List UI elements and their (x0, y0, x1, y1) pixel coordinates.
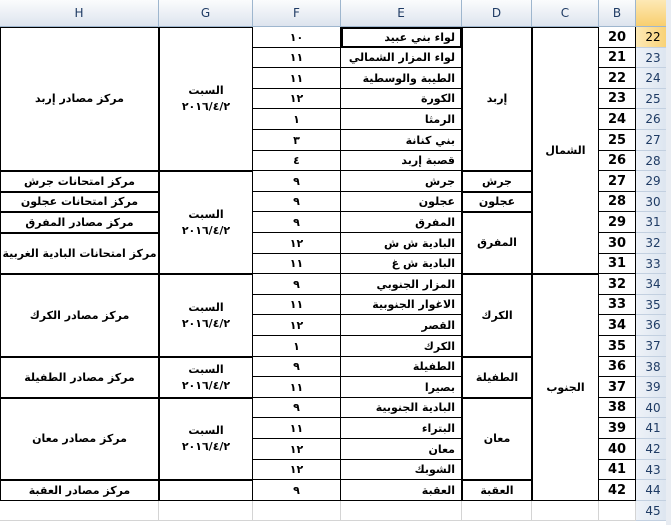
cell-b-number[interactable]: 29 (599, 212, 636, 233)
cell-d[interactable] (462, 501, 532, 521)
cell-c[interactable] (532, 501, 599, 521)
cell-f-hours[interactable]: ٩ (253, 171, 341, 192)
center-name-cell[interactable]: مركز مصادر المفرق (0, 212, 159, 233)
cell-e-district[interactable]: البادية ش غ (341, 254, 462, 274)
cell-b-number[interactable]: 33 (599, 295, 636, 315)
row-header-27[interactable]: 27 (636, 130, 671, 151)
cell-f-hours[interactable]: ١١ (253, 377, 341, 398)
cell-f-hours[interactable]: ٣ (253, 130, 341, 151)
cell-e-district[interactable]: الشوبك (341, 460, 462, 480)
date-label: ٢٠١٦/٤/٢ (181, 440, 231, 453)
cell-e-district[interactable]: المزار الجنوبي (341, 274, 462, 295)
cell-b-number[interactable]: 27 (599, 171, 636, 192)
column-header-c[interactable]: C (532, 0, 599, 27)
day-label: السبت (188, 84, 224, 97)
cell-e-district[interactable]: الكرك (341, 336, 462, 357)
cell-e-district[interactable]: لواء المزار الشمالي (341, 48, 462, 68)
cell-e-district[interactable]: الرمثا (341, 109, 462, 130)
day-label: السبت (188, 424, 224, 437)
cell-e-district[interactable]: المفرق (341, 212, 462, 233)
cell-b-number[interactable]: 20 (599, 27, 636, 48)
governorate-cell[interactable]: المفرق (462, 212, 532, 274)
cell-f-hours[interactable]: ١ (253, 109, 341, 130)
cell-b-number[interactable]: 26 (599, 151, 636, 171)
cell-f-hours[interactable]: ٩ (253, 192, 341, 212)
column-header-d[interactable]: D (462, 0, 532, 27)
cell-e-district[interactable]: البتراء (341, 418, 462, 439)
cell-f-hours[interactable]: ١٠ (253, 27, 341, 48)
cell-f-hours[interactable]: ١١ (253, 295, 341, 315)
date-label: ٢٠١٦/٤/٢ (181, 223, 231, 237)
date-label: ٢٠١٦/٤/٢ (181, 100, 231, 113)
row-header-38[interactable]: 38 (636, 357, 671, 377)
cell-b-number[interactable]: 36 (599, 357, 636, 377)
cell-e-district[interactable]: الطفيلة (341, 357, 462, 377)
exam-date-cell[interactable] (159, 27, 253, 171)
cell-e-district[interactable]: معان (341, 439, 462, 460)
cell-f-hours[interactable]: ١ (253, 336, 341, 357)
cell-e-district[interactable]: العقبة (341, 480, 462, 501)
governorate-cell[interactable]: الطفيلة (462, 357, 532, 398)
cell-b-number[interactable] (599, 501, 636, 521)
center-name-cell[interactable]: مركز امتحانات جرش (0, 171, 159, 192)
cell-f-hours[interactable] (253, 501, 341, 521)
day-label: السبت (188, 300, 224, 314)
cell-b-number[interactable]: 32 (599, 274, 636, 295)
date-label: ٢٠١٦/٤/٢ (181, 378, 231, 392)
exam-date-cell[interactable] (159, 357, 253, 398)
cell-f-hours[interactable]: ٩ (253, 357, 341, 377)
column-header-e[interactable]: E (341, 0, 462, 27)
center-name-cell[interactable]: مركز مصادر معان (0, 398, 159, 480)
governorate-cell[interactable]: عجلون (462, 192, 532, 212)
row-header-35[interactable]: 35 (636, 295, 671, 315)
exam-date-cell[interactable] (159, 398, 253, 480)
cell-f-hours[interactable]: ٩ (253, 480, 341, 501)
cell-f-hours[interactable]: ٩ (253, 398, 341, 418)
cell-e-district[interactable]: بصيرا (341, 377, 462, 398)
cell-b-number[interactable]: 34 (599, 315, 636, 336)
exam-date-cell[interactable] (159, 480, 253, 501)
cell-b-number[interactable]: 25 (599, 130, 636, 151)
cell-f-hours[interactable]: ١٢ (253, 439, 341, 460)
governorate-cell[interactable]: الكرك (462, 274, 532, 357)
cell-f-hours[interactable]: ٩ (253, 212, 341, 233)
row-header-31[interactable]: 31 (636, 212, 671, 233)
row-header-43[interactable]: 43 (636, 460, 671, 480)
cell-e-district[interactable]: بني كنانة (341, 130, 462, 151)
row-header-40[interactable]: 40 (636, 398, 671, 418)
cell-f-hours[interactable]: ١٢ (253, 89, 341, 109)
governorate-cell[interactable]: معان (462, 398, 532, 480)
cell-b-number[interactable]: 41 (599, 460, 636, 480)
cell-e-district[interactable]: الكورة (341, 89, 462, 109)
row-header-33[interactable]: 33 (636, 254, 671, 274)
cell-e-district[interactable]: قصبة إربد (341, 151, 462, 171)
column-header-h[interactable]: H (0, 0, 159, 27)
cell-e-district[interactable]: عجلون (341, 192, 462, 212)
vertical-scrollbar[interactable] (666, 0, 671, 525)
row-header-30[interactable]: 30 (636, 192, 671, 212)
center-name-cell[interactable]: مركز مصادر الكرك (0, 274, 159, 357)
cell-b-number[interactable]: 39 (599, 418, 636, 439)
center-name-cell[interactable]: مركز مصادر العقبة (0, 480, 159, 501)
cell-e-district[interactable]: الاغوار الجنوبية (341, 295, 462, 315)
cell-e-district[interactable]: البادية الجنوبية (341, 398, 462, 418)
center-name-cell[interactable]: مركز امتحانات البادية الغربية (0, 233, 159, 274)
row-header-23[interactable]: 23 (636, 48, 671, 68)
exam-date-cell[interactable] (159, 171, 253, 274)
cell-b-number[interactable]: 42 (599, 480, 636, 501)
governorate-cell[interactable]: جرش (462, 171, 532, 192)
governorate-cell[interactable]: العقبة (462, 480, 532, 501)
column-header-f[interactable]: F (253, 0, 341, 27)
cell-b-number[interactable]: 30 (599, 233, 636, 254)
cell-b-number[interactable]: 38 (599, 398, 636, 418)
exam-date-cell[interactable] (159, 274, 253, 357)
cell-e-district[interactable]: القصر (341, 315, 462, 336)
row-header-44[interactable]: 44 (636, 480, 671, 501)
cell-f-hours[interactable]: ١١ (253, 68, 341, 89)
row-header-22[interactable]: 22 (636, 27, 671, 48)
date-label: ٢٠١٦/٤/٢ (181, 316, 231, 330)
cell-f-hours[interactable]: ١١ (253, 254, 341, 274)
cell-e-district[interactable] (341, 501, 462, 521)
row-header-28[interactable]: 28 (636, 151, 671, 171)
cell-b-number[interactable]: 40 (599, 439, 636, 460)
cell-e-district[interactable]: لواء بني عبيد (341, 27, 462, 48)
row-header-36[interactable]: 36 (636, 315, 671, 336)
row-header-45[interactable]: 45 (636, 501, 671, 521)
day-label: السبت (188, 362, 224, 376)
center-name-cell[interactable]: مركز مصادر إربد (0, 27, 159, 171)
cell-f-hours[interactable]: ١١ (253, 48, 341, 68)
row-header-32[interactable]: 32 (636, 233, 671, 254)
row-header-25[interactable]: 25 (636, 89, 671, 109)
cell-g[interactable] (159, 501, 253, 521)
cell-f-hours[interactable]: ١١ (253, 418, 341, 439)
governorate-cell[interactable]: إربد (462, 27, 532, 171)
cell-b-number[interactable]: 21 (599, 48, 636, 68)
cell-b-number[interactable]: 28 (599, 192, 636, 212)
region-cell[interactable]: الشمال (532, 27, 599, 274)
cell-h[interactable] (0, 501, 159, 521)
cell-b-number[interactable]: 22 (599, 68, 636, 89)
row-header-37[interactable]: 37 (636, 336, 671, 357)
row-header-41[interactable]: 41 (636, 418, 671, 439)
row-header-42[interactable]: 42 (636, 439, 671, 460)
cell-e-district[interactable]: البادية ش ش (341, 233, 462, 254)
cell-f-hours[interactable]: ٩ (253, 274, 341, 295)
cell-b-number[interactable]: 24 (599, 109, 636, 130)
cell-f-hours[interactable]: ٤ (253, 151, 341, 171)
row-header-29[interactable]: 29 (636, 171, 671, 192)
row-header-34[interactable]: 34 (636, 274, 671, 295)
center-name-cell[interactable]: مركز مصادر الطفيلة (0, 357, 159, 398)
column-header-g[interactable]: G (159, 0, 253, 27)
row-header-26[interactable]: 26 (636, 109, 671, 130)
cell-f-hours[interactable]: ١٢ (253, 233, 341, 254)
cell-b-number[interactable]: 37 (599, 377, 636, 398)
row-header-24[interactable]: 24 (636, 68, 671, 89)
day-label: السبت (188, 207, 224, 221)
region-cell[interactable]: الجنوب (532, 274, 599, 501)
cell-e-district[interactable]: جرش (341, 171, 462, 192)
cell-b-number[interactable]: 31 (599, 254, 636, 274)
cell-e-district[interactable]: الطيبة والوسطية (341, 68, 462, 89)
column-header-b[interactable]: B (599, 0, 636, 27)
center-name-cell[interactable]: مركز امتحانات عجلون (0, 192, 159, 212)
cell-b-number[interactable]: 23 (599, 89, 636, 109)
cell-f-hours[interactable]: ١٢ (253, 460, 341, 480)
cell-b-number[interactable]: 35 (599, 336, 636, 357)
row-header-39[interactable]: 39 (636, 377, 671, 398)
cell-f-hours[interactable]: ١٢ (253, 315, 341, 336)
